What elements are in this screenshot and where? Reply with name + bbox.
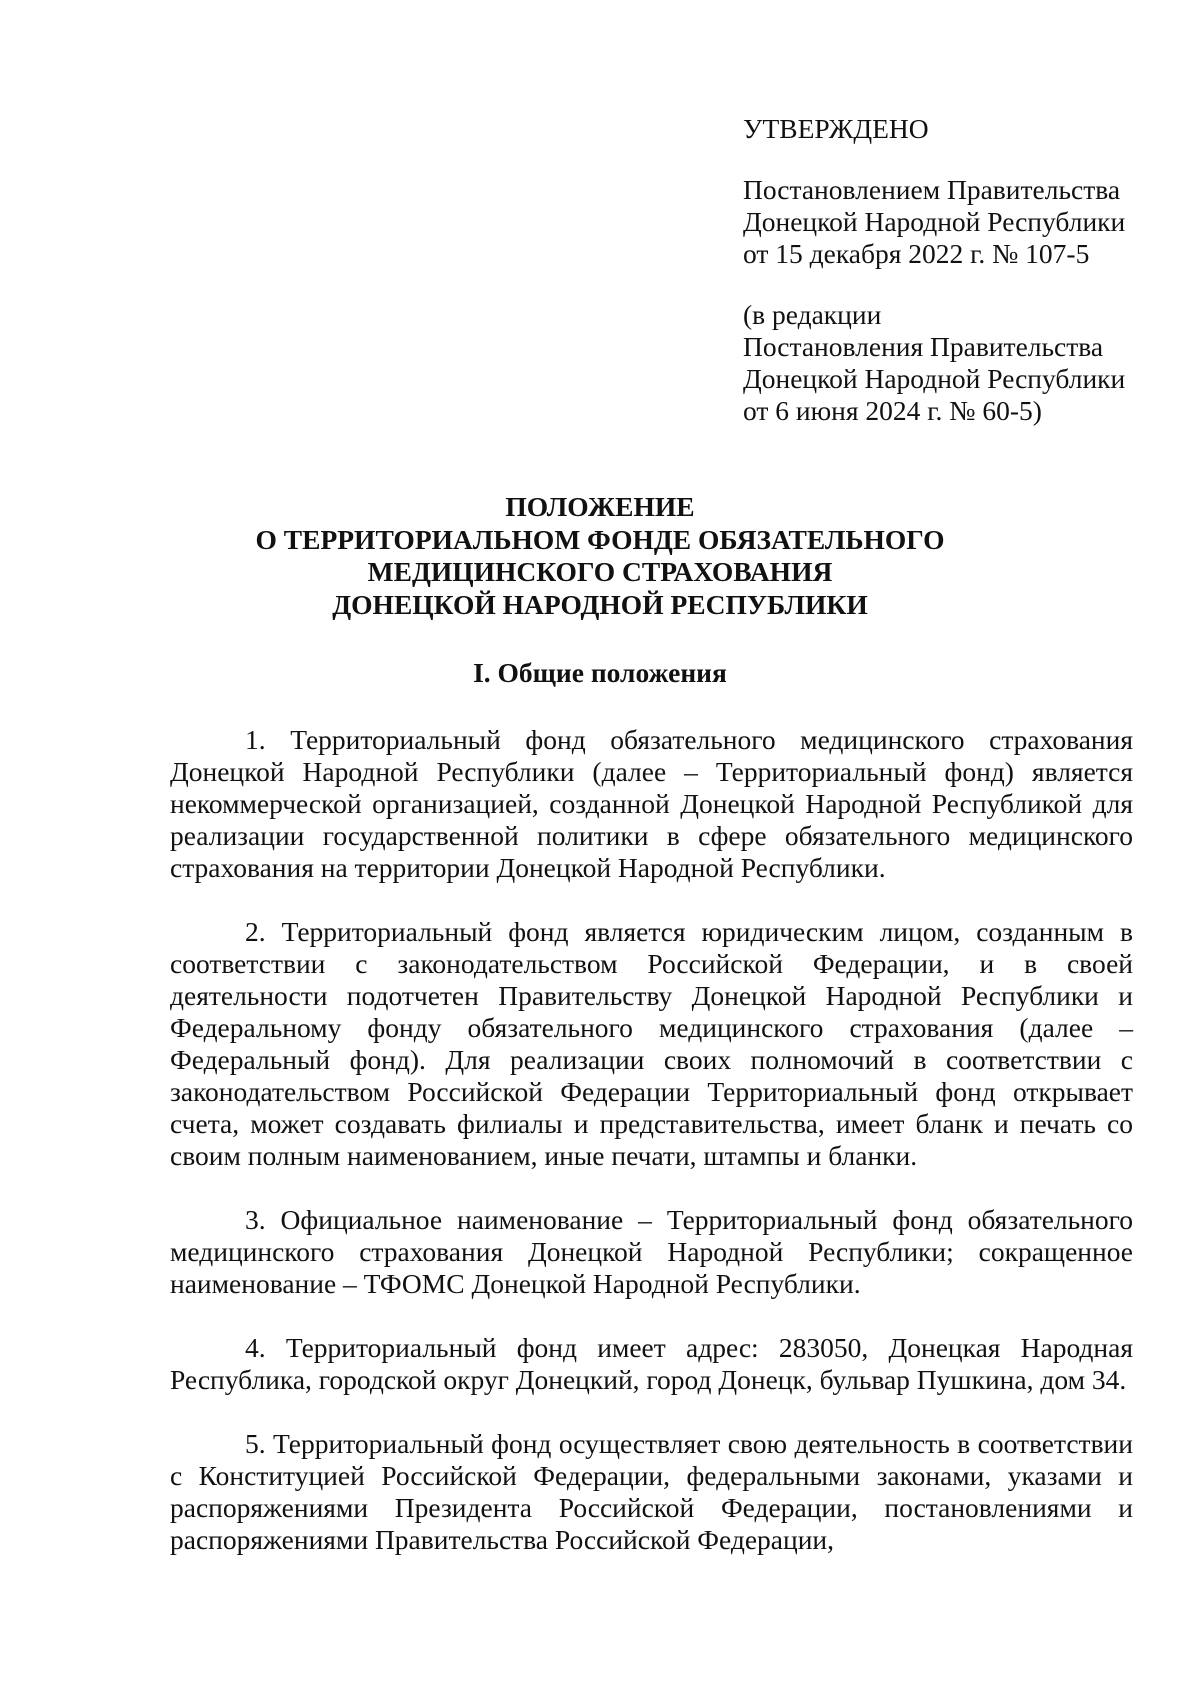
paragraph-1: 1. Территориальный фонд обязательного медицинского страхования Донецкой Народной Республики (далее – Территориальный фонд) является некоммерческой организацией, созданной Донецкой Народной Республикой для реализации государственной политики в сфере обязательного медицинского страхования на территории Донецкой Народной Республики. [170, 724, 1133, 883]
paragraph-4: 4. Территориальный фонд имеет адрес: 283050, Донецкая Народная Республика, городской округ Донецкий, город Донецк, бульвар Пушкина, дом 34. [170, 1332, 1133, 1395]
approval-stamp: УТВЕРЖДЕНО [743, 113, 929, 144]
paragraph-2: 2. Территориальный фонд является юридическим лицом, созданным в соответствии с законодательством Российской Федерации, и в своей деятельности подотчетен Правительству Донецкой Народной Республики и Федеральному фонду обязательного медицинского страхования (далее – Федеральный фонд). Для реализации своих полномочий в соответствии с законодательством Российской Федерации Территориальный фонд открывает счета, может создавать филиалы и представительства, имеет бланк и печать со своим полным наименованием, иные печати, штампы и бланки. [170, 916, 1133, 1171]
approval-decree: Постановлением Правительства Донецкой Народной Республики от 15 декабря 2022 г. № 107-5 [743, 174, 1126, 269]
paragraph-3: 3. Официальное наименование – Территориальный фонд обязательного медицинского страхования Донецкой Народной Республики; сокращенное наименование – ТФОМС Донецкой Народной Республики. [170, 1204, 1133, 1299]
document-body [170, 724, 1133, 1588]
section-heading: I. Общие положения [473, 657, 727, 688]
approval-block [743, 113, 1163, 427]
document-title: ПОЛОЖЕНИЕ О ТЕРРИТОРИАЛЬНОМ ФОНДЕ ОБЯЗАТЕЛЬНОГО МЕДИЦИНСКОГО СТРАХОВАНИЯ ДОНЕЦКОЙ НАРОДНОЙ РЕСПУБЛИКИ [255, 491, 945, 620]
paragraph-5: 5. Территориальный фонд осуществляет свою деятельность в соответствии с Конституцией Российской Федерации, федеральными законами, указами и распоряжениями Президента Российской Федерации, постановлениями и распоряжениями Правительства Российской Федерации, [170, 1428, 1133, 1555]
approval-revision: (в редакции Постановления Правительства Донецкой Народной Республики от 6 июня 2024 г. № 60-5) [743, 299, 1126, 426]
